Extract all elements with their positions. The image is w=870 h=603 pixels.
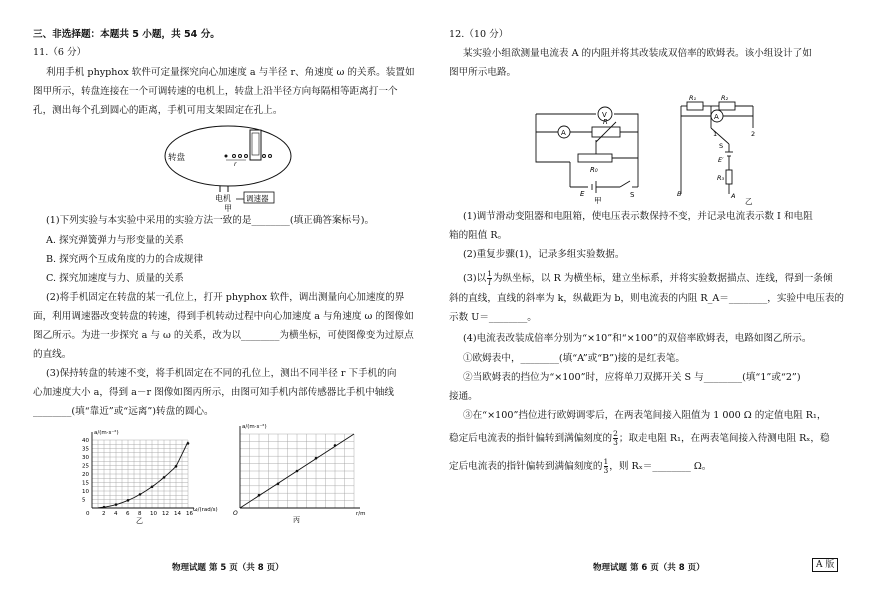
x-tick-label: 12 (162, 511, 169, 517)
y-tick-label: 10 (82, 489, 89, 495)
q12-part3-line (463, 270, 832, 287)
x-axis-label: ω/(rad/s) (193, 507, 218, 513)
data-point (334, 444, 337, 447)
q11-header: 11.（6 分） (33, 47, 87, 58)
data-point (163, 476, 166, 479)
figure-turntable (160, 120, 310, 212)
q12-header: 12.（10 分） (449, 29, 509, 40)
page-footer: 物理试题 第 6 页（共 8 页） (593, 563, 705, 573)
right-page (435, 0, 870, 603)
page-footer: 物理试题 第 5 页（共 8 页） (172, 563, 284, 573)
y-tick-label: 5 (82, 497, 86, 504)
svg-text:r: r (234, 161, 237, 168)
turntable-label: 转盘 (168, 153, 186, 163)
terminal-a-label: A (731, 192, 736, 200)
resistor-r2-label: R₂ (721, 94, 729, 102)
data-point (151, 485, 154, 488)
fraction-1-over-3 (604, 458, 609, 475)
x-tick-label: 6 (126, 511, 130, 517)
speed-controller-label: 调速器 (246, 194, 269, 203)
switch-label: S (630, 191, 635, 199)
q12-part4-c: ③在“×100”挡位进行欧姆调零后，在两表笔间接入阻值为 1 000 Ω 的定值电阻 R₁， (463, 410, 827, 421)
fraction-denominator: 3 (613, 438, 618, 447)
x-tick-label: 14 (174, 511, 181, 517)
q12-intro-line: 某实验小组欲测量电流表 A 的内阻并将其改装成双倍率的欧姆表。该小组设计了如 (463, 48, 812, 59)
chart-caption: 丙 (293, 516, 300, 524)
figure-caption: 乙 (745, 197, 753, 206)
option-c: C. 探究加速度与力、质量的关系 (46, 273, 184, 284)
x-tick-label: 8 (138, 511, 142, 517)
battery-label: E (580, 190, 585, 198)
q12-part4-c-prefix: 稳定后电流表的指针偏转到满偏刻度的 (449, 433, 613, 444)
fraction-numerator: 1 (487, 269, 492, 278)
q11-part2-line: (2)将手机固定在转盘的某一孔位上，打开 phyphox 软件，调出测量向心加速度的界 (46, 292, 405, 303)
data-point (127, 499, 130, 502)
fraction-numerator: 2 (613, 429, 618, 438)
origin-label: 0 (86, 511, 90, 517)
q11-part3-line: (3)保持转盘的转速不变，将手机固定在不同的孔位上，测出不同半径 r 下手机的向 (46, 368, 397, 379)
circuit-diagram-a (530, 92, 650, 204)
q11-part2-line: 图乙所示。为进一步探究 a 与 ω 的关系，改为以________为横坐标，可使图像变为过原点 (33, 330, 414, 341)
q12-part1-line: (1)调节滑动变阻器和电阻箱，使电压表示数保持不变，并记录电流表示数 I 和电阻 (463, 211, 813, 222)
fraction-numerator: 1 (603, 457, 609, 466)
x-tick-label: 2 (102, 511, 106, 517)
q11-part2-line: 的直线。 (33, 349, 72, 360)
version-badge: A 版 (812, 558, 838, 572)
fraction-1-over-i (487, 270, 492, 287)
q12-part4-c-rest: ，则 Rₓ＝________ Ω。 (609, 461, 712, 472)
x-tick-label: 4 (114, 511, 118, 517)
q12-part4-c (449, 430, 830, 447)
q12-part3-line: 示数 U＝________。 (449, 312, 537, 323)
resistor-r3-label: R₃ (717, 174, 725, 182)
rheostat-label: R₀ (590, 166, 598, 174)
battery-label: E′ (718, 156, 724, 164)
resistor-r1-label: R₁ (689, 94, 697, 102)
q11-part3-line: ________(填“靠近”或“远离”)转盘的圆心。 (33, 406, 214, 417)
q11-intro-line: 孔，测出每个孔到圆心的距离，手机可用支架固定在孔上。 (33, 105, 283, 116)
q12-part2: (2)重复步骤(1)，记录多组实验数据。 (463, 249, 625, 260)
circuit-diagram-b (673, 90, 773, 206)
option-b: B. 探究两个互成角度的力的合成规律 (46, 254, 204, 265)
q12-part3-rest: 为纵坐标，以 R 为横坐标，建立坐标系，并将实验数据描点、连线，得到一条倾 (492, 273, 833, 284)
q12-part1-line: 箱的阻值 R。 (449, 230, 508, 241)
data-point (315, 457, 318, 460)
section-heading: 三、非选择题：本题共 5 小题，共 54 分。 (33, 29, 220, 40)
motor-label: 电机 (215, 194, 231, 203)
y-tick-label: 35 (82, 446, 89, 453)
data-point (139, 493, 142, 496)
q11-part3-line: 心加速度大小 a，得到 a－r 图像如图丙所示，由图可知手机内部传感器比手机中轴线 (33, 387, 394, 398)
y-tick-label: 30 (82, 455, 89, 461)
q12-part4-c (449, 458, 711, 475)
origin-label: O (233, 510, 238, 517)
chart-caption: 乙 (136, 517, 143, 524)
option-a: A. 探究弹簧弹力与形变量的关系 (46, 235, 184, 246)
switch-label: S (719, 142, 724, 150)
switch-pos-1: 1 (713, 130, 718, 138)
data-point (296, 470, 299, 473)
data-point (103, 506, 106, 509)
y-tick-label: 40 (82, 438, 89, 444)
q12-part4-c-prefix: 定后电流表的指针偏转到满偏刻度的 (449, 461, 603, 472)
x-tick-label: 10 (150, 511, 157, 517)
ammeter-label: A (714, 113, 719, 121)
figure-caption: 甲 (224, 204, 232, 212)
y-axis-label: a/(m·s⁻²) (94, 430, 119, 436)
chart-a-omega (72, 424, 232, 524)
data-point (115, 503, 118, 506)
q11-part1: (1)下列实验与本实验中采用的实验方法一致的是________(填正确答案标号)。 (46, 215, 375, 226)
data-point (175, 465, 178, 468)
q12-part4-a: ①欧姆表中，________(填“A”或“B”)接的是红表笔。 (463, 353, 685, 364)
data-point (277, 483, 280, 486)
q11-intro-line: 利用手机 phyphox 软件可定量探究向心加速度 a 与半径 r、角速度 ω 的关系。装置如 (46, 67, 415, 78)
q12-part4-b: ②当欧姆表的挡位为“×100”时，应将单刀双掷开关 S 与________(填“1”或“2”) (463, 372, 801, 383)
y-axis-label: a/(m·s⁻²) (242, 424, 267, 430)
x-axis-label: r/m (356, 511, 366, 517)
q12-part4-c-rest: ；取走电阻 R₁，在两表笔间接入待测电阻 Rₓ，稳 (618, 433, 830, 444)
fraction-denominator: I (488, 278, 492, 287)
q11-part2-line: 面，利用调速器改变转盘的转速，得到手机转动过程中向心加速度 a 与角速度 ω 的图像如 (33, 311, 414, 322)
ammeter-label: A (561, 129, 566, 137)
chart-a-r (226, 420, 376, 524)
terminal-b-label: B (677, 190, 682, 198)
voltmeter-label: V (602, 111, 607, 119)
figure-caption: 甲 (594, 196, 602, 204)
y-tick-label: 20 (82, 472, 89, 478)
resistor-box-label: R (603, 118, 608, 126)
y-tick-label: 15 (82, 480, 89, 487)
q12-part4-b: 接通。 (449, 391, 478, 402)
q12-part3-line: 斜的直线，直线的斜率为 k，纵截距为 b，则电流表的内阻 R_A＝________，实验中电压表的 (449, 293, 845, 304)
switch-pos-2: 2 (751, 130, 756, 138)
data-point (187, 442, 190, 445)
q12-part3-prefix: (3)以 (463, 273, 487, 284)
fraction-2-over-3 (613, 430, 618, 447)
q12-part4: (4)电流表改装成倍率分别为“×10”和“×100”的双倍率欧姆表，电路如图乙所示。 (463, 333, 812, 344)
q11-intro-line: 图甲所示，转盘连接在一个可调转速的电机上，转盘上沿半径方向每隔相等距离打一个 (33, 86, 398, 97)
data-point (258, 494, 261, 497)
fraction-denominator: 3 (603, 466, 609, 475)
q12-intro-line: 图甲所示电路。 (449, 67, 517, 78)
x-tick-label: 16 (186, 511, 193, 517)
y-tick-label: 25 (82, 463, 89, 470)
